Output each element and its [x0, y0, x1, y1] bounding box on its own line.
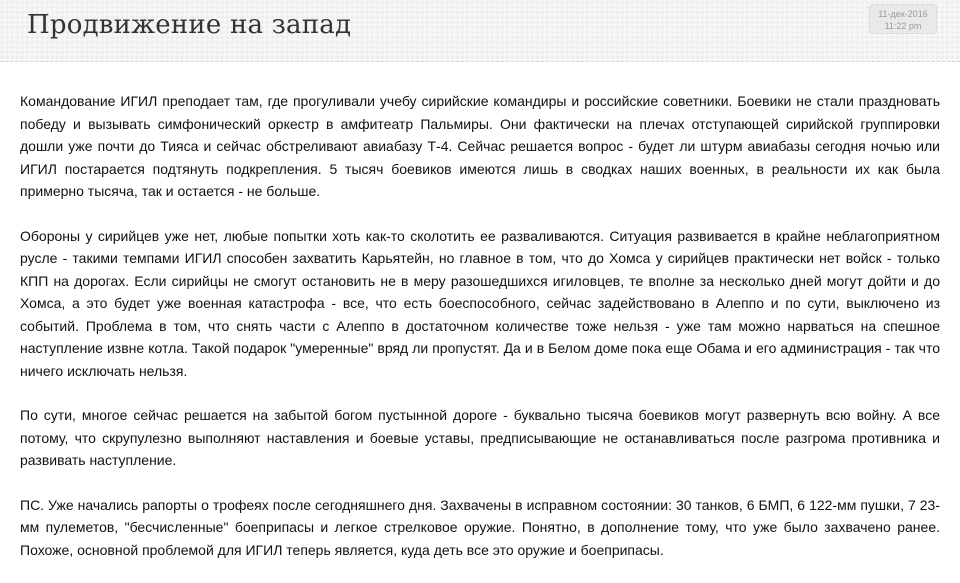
post-paragraph: По сути, многое сейчас решается на забытой богом пустынной дороге - буквально тысяча боевиков могут развернуть всю войну. А все потому, что скрупулезно выполняют наставления и боевые уставы, предписывающие не останавливаться после разгрома противника и развивать наступление.	[20, 407, 940, 468]
post-title: Продвижение на запад	[27, 10, 352, 40]
post-body	[20, 90, 940, 583]
post-date: 11-дек-2016	[878, 9, 928, 19]
post-date-badge	[869, 4, 937, 34]
post-paragraph: Командование ИГИЛ преподает там, где прогуливали учебу сирийские командиры и российские советники. Боевики не стали праздновать победу и вызывать симфонический оркестр в амфитеатр Пальмиры. Они фактически на плечах отступающей сирийской группировки дошли уже почти до Тияса и сейчас обстреливают авиабазу Т-4. Сейчас решается вопрос - будет ли штурм авиабазы сегодня ночью или ИГИЛ постарается подтянуть подкрепления. 5 тысяч боевиков имеются лишь в сводках наших военных, в реальности их как была примерно тысяча, так и остается - не больше.	[20, 93, 940, 199]
post-time: 11:22 pm	[884, 21, 922, 31]
post-paragraph: ПС. Уже начались рапорты о трофеях после сегодняшнего дня. Захвачены в исправном состоянии: 30 танков, 6 БМП, 6 122-мм пушки, 7 23-мм пулеметов, "бесчисленные" боеприпасы и легкое стрелковое оружие. Понятно, в дополнение тому, что уже было захвачено ранее. Похоже, основной проблемой для ИГИЛ теперь является, куда деть все это оружие и боеприпасы.	[20, 496, 940, 558]
post-header	[0, 0, 960, 62]
post-paragraph: Обороны у сирийцев уже нет, любые попытки хоть как-то сколотить ее разваливаются. Ситуация развивается в крайне неблагоприятном русле - такими темпами ИГИЛ способен захватить Карьятейн, но главное в том, что до Хомса у сирийцев практически нет войск - только КПП на дорогах. Если сирийцы не смогут остановить не в меру разошедшихся игиловцев, те вполне за несколько дней могут дойти и до Хомса, а это будет уже военная катастрофа - все, что есть боеспособного, сейчас задействовано в Алеппо и по сути, выключено из событий. Проблема в том, что снять части с Алеппо в достаточном количестве тоже нельзя - уже там можно нарваться на спешное наступление извне котла. Такой подарок "умеренные" вряд ли пропустят. Да и в Белом доме пока еще Обама и его администрация - так что ничего исключать нельзя.	[20, 227, 940, 379]
